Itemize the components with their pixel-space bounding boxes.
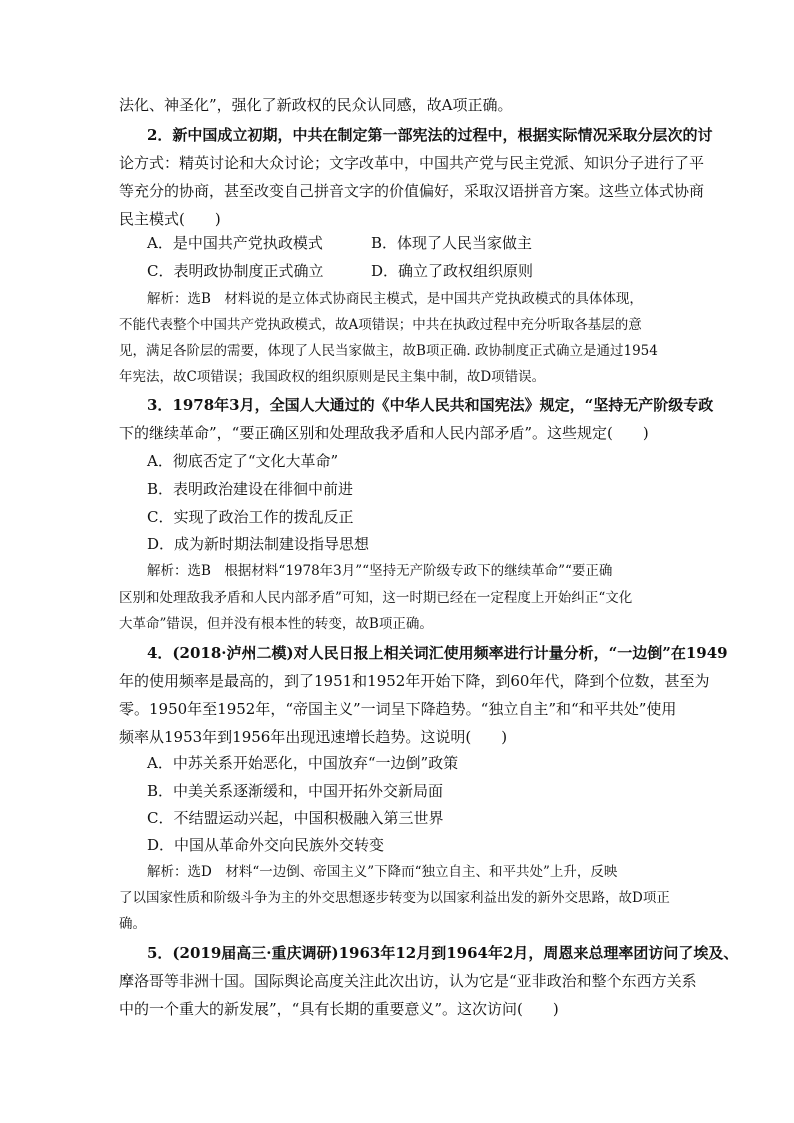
solution-text: 区别和处理敌我矛盾和人民内部矛盾”可知，这一时期已经在一定程度上开始纠正“文化 bbox=[119, 590, 633, 606]
text-line: 零。1950年至1952年，“帝国主义”一词呈下降趋势。“独立自主”和“和平共处”使用 bbox=[119, 700, 677, 718]
solution-text: 年宪法，故C项错误；我国政权的组织原则是民主集中制，故D项错误。 bbox=[119, 369, 546, 385]
solution-text: 了以国家性质和阶级斗争为主的外交思想逐步转变为以国家利益出发的新外交思路，故D项正 bbox=[119, 890, 670, 906]
solution-text: 解析：选B 根据材料“1978年3月”“坚持无产阶级专政下的继续革命”“要正确 bbox=[147, 563, 613, 579]
option-a: A．彻底否定了“文化大革命” bbox=[147, 452, 339, 470]
question-5-stem: 5．(2019届高三·重庆调研)1963年12月到1964年2月，周恩来总理率团访问了埃及、 bbox=[147, 944, 739, 962]
solution-text: 确。 bbox=[119, 916, 146, 932]
option-b: B．中美关系逐渐缓和，中国开拓外交新局面 bbox=[147, 782, 444, 800]
option-c: C．表明政协制度正式确立 bbox=[147, 262, 324, 280]
text-line: 法化、神圣化”，强化了新政权的民众认同感，故A项正确。 bbox=[119, 96, 513, 114]
option-c: C．实现了政治工作的拨乱反正 bbox=[147, 508, 354, 526]
option-a: A．中苏关系开始恶化，中国放弃“一边倒”政策 bbox=[147, 754, 459, 772]
question-2-stem: 2．新中国成立初期，中共在制定第一部宪法的过程中，根据实际情况采取分层次的讨 bbox=[147, 126, 713, 144]
text-line: 论方式：精英讨论和大众讨论；文字改革中，中国共产党与民主党派、知识分子进行了平 bbox=[119, 154, 705, 172]
text-line: 中的一个重大的新发展”，“具有长期的重要意义”。这次访问( ) bbox=[119, 1000, 559, 1018]
solution-text: 解析：选B 材料说的是立体式协商民主模式，是中国共产党执政模式的具体体现， bbox=[147, 291, 643, 307]
option-d: D．成为新时期法制建设指导思想 bbox=[147, 535, 370, 553]
option-d: D．中国从革命外交向民族外交转变 bbox=[147, 836, 385, 854]
question-4-stem: 4．(2018·泸州二模)对人民日报上相关词汇使用频率进行计量分析，“一边倒”在1949 bbox=[147, 644, 728, 662]
text-line: 频率从1953年到1956年出现迅速增长趋势。这说明( ) bbox=[119, 728, 508, 746]
solution-text: 不能代表整个中国共产党执政模式，故A项错误；中共在执政过程中充分听取各基层的意 bbox=[119, 317, 642, 333]
solution-text: 见，满足各阶层的需要，体现了人民当家做主，故B项正确. 政协制度正式确立是通过1954 bbox=[119, 343, 658, 359]
solution-text: 大革命”错误，但并没有根本性的转变，故B项正确。 bbox=[119, 616, 433, 632]
option-b: B．表明政治建设在徘徊中前进 bbox=[147, 480, 354, 498]
text-line: 等充分的协商，甚至改变自己拼音文字的价值偏好，采取汉语拼音方案。这些立体式协商 bbox=[119, 182, 705, 200]
option-d: D．确立了政权组织原则 bbox=[371, 262, 534, 280]
text-line: 摩洛哥等非洲十国。国际舆论高度关注此次出访，认为它是“亚非政治和整个东西方关系 bbox=[119, 972, 697, 990]
option-b: B．体现了人民当家做主 bbox=[371, 234, 533, 252]
option-a: A．是中国共产党执政模式 bbox=[147, 234, 323, 252]
text-line: 下的继续革命”，“要正确区别和处理敌我矛盾和人民内部矛盾”。这些规定( ) bbox=[119, 424, 649, 442]
text-line: 民主模式( ) bbox=[119, 210, 221, 228]
solution-text: 解析：选D 材料“一边倒、帝国主义”下降而“独立自主、和平共处”上升，反映 bbox=[147, 864, 618, 880]
question-3-stem: 3．1978年3月，全国人大通过的《中华人民共和国宪法》规定，“坚持无产阶级专政 bbox=[147, 396, 714, 414]
text-line: 年的使用频率是最高的，到了1951和1952年开始下降，到60年代，降到个位数，甚至为 bbox=[119, 672, 710, 690]
option-c: C．不结盟运动兴起，中国积极融入第三世界 bbox=[147, 809, 444, 827]
